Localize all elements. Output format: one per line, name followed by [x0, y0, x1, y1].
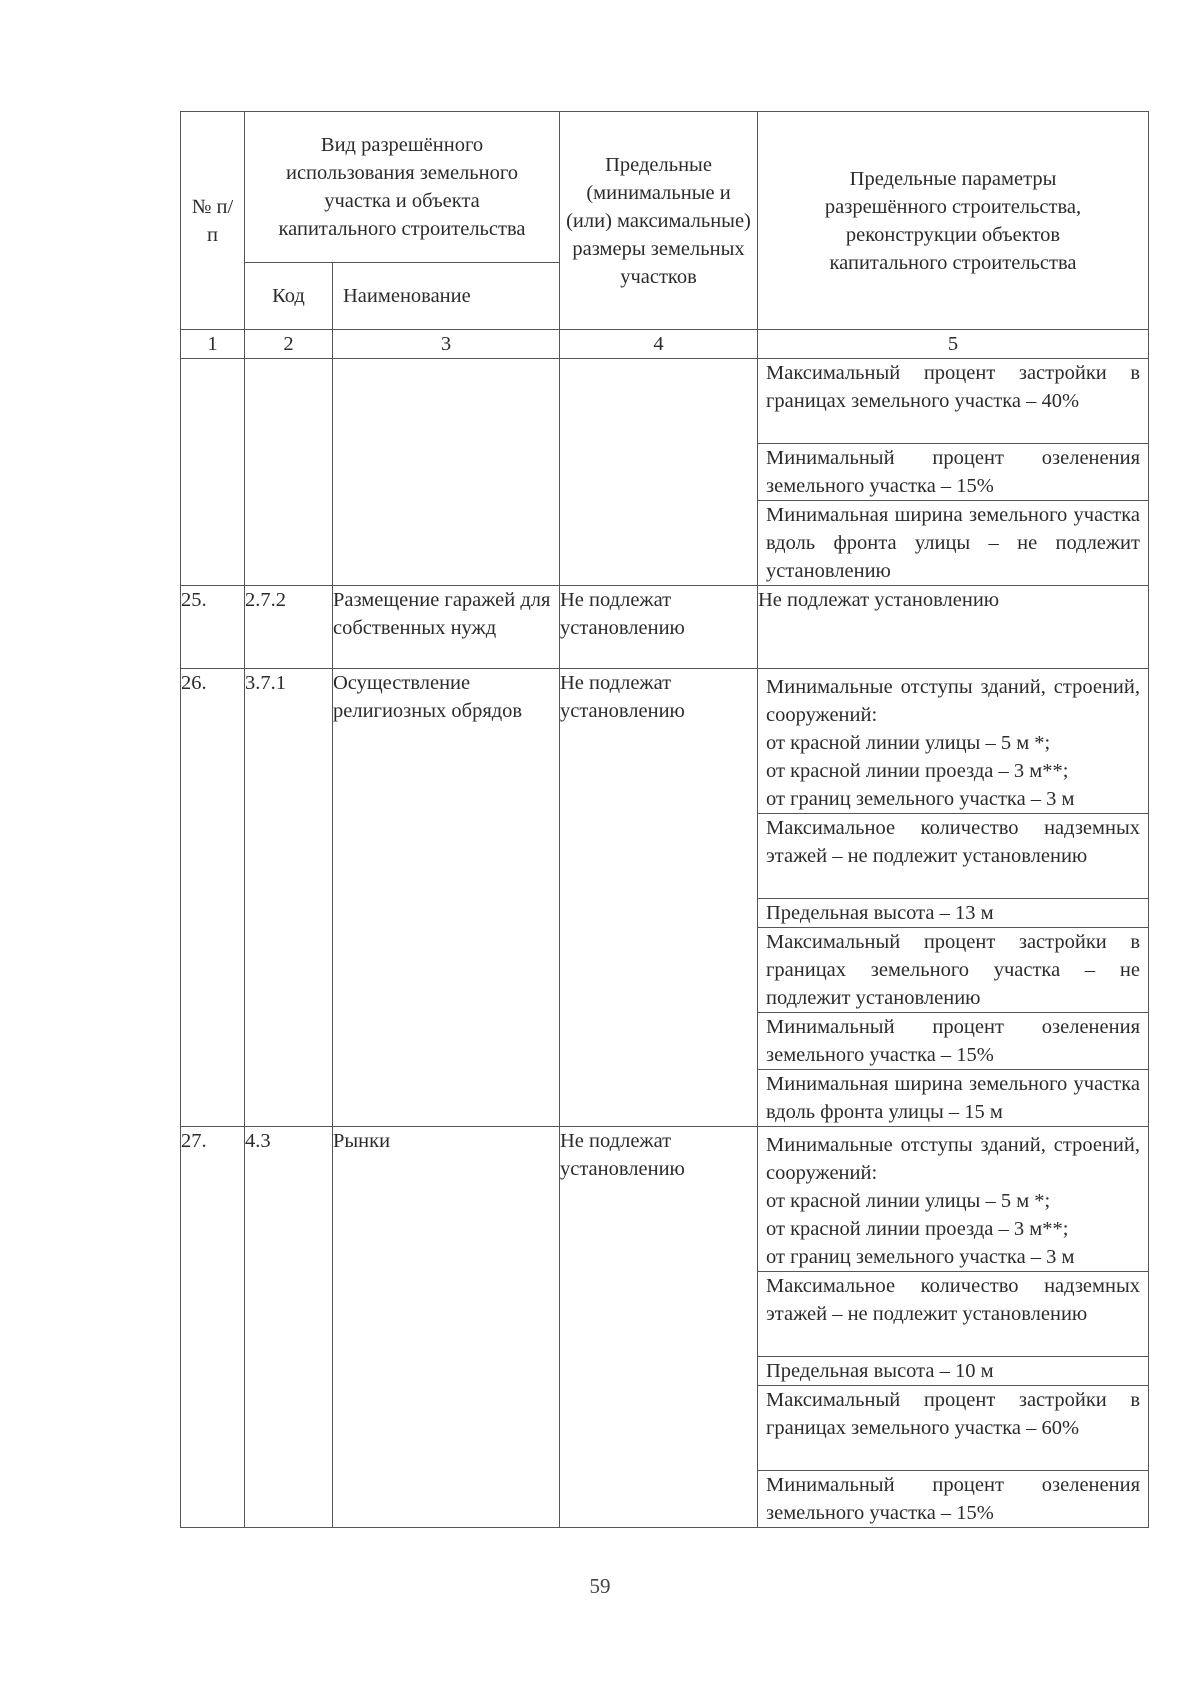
param-line: от красной линии улицы – 5 м *; — [766, 732, 1051, 754]
table-row — [181, 669, 1149, 1127]
param-item: Максимальный процент застройки в границах земельного участка – 60% — [758, 1386, 1148, 1471]
empty-cell — [181, 359, 245, 586]
param-line: Минимальные отступы зданий, строений, сооружений: — [766, 676, 1140, 726]
param-line: от границ земельного участка – 3 м — [766, 1246, 1075, 1268]
table-row — [181, 1127, 1149, 1528]
param-item: Минимальная ширина земельного участка вдоль фронта улицы – не подлежит установлению — [766, 504, 1140, 582]
param-line: от границ земельного участка – 3 м — [766, 788, 1075, 810]
header-params: Предельные параметры разрешённого строительства, реконструкции объектов капитального строительства — [758, 112, 1149, 330]
param-line: от красной линии проезда – 3 м**; — [766, 760, 1069, 782]
row-number: 26. — [181, 669, 245, 1127]
row-name: Размещение гаражей для собственных нужд — [333, 586, 560, 669]
empty-cell — [333, 359, 560, 586]
header-no: № п/п — [181, 112, 245, 330]
param-item: Максимальное количество надземных этажей – не подлежит установлению — [758, 1272, 1148, 1357]
row-sizes: Не подлежат установлению — [560, 669, 758, 1127]
param-item: Минимальная ширина земельного участка вдоль фронта улицы – 15 м — [766, 1073, 1140, 1123]
land-use-table — [180, 111, 1149, 1528]
row-name: Осуществление религиозных обрядов — [333, 669, 560, 1127]
column-number: 5 — [758, 330, 1149, 359]
param-item — [758, 669, 1148, 814]
param-item: Предельная высота – 13 м — [758, 899, 1148, 928]
row-name: Рынки — [333, 1127, 560, 1528]
header-vid: Вид разрешённого использования земельного участка и объекта капитального строительства — [245, 112, 560, 263]
param-line: от красной линии улицы – 5 м *; — [766, 1190, 1051, 1212]
param-item: Предельная высота – 10 м — [758, 1357, 1148, 1386]
column-number: 2 — [245, 330, 333, 359]
empty-cell — [560, 359, 758, 586]
header-name: Наименование — [333, 263, 560, 330]
row-code: 3.7.1 — [245, 669, 333, 1127]
row-param: Не подлежат установлению — [758, 586, 1149, 669]
param-item: Максимальное количество надземных этажей – не подлежит установлению — [758, 814, 1148, 899]
row-sizes: Не подлежат установлению — [560, 1127, 758, 1528]
row-sizes: Не подлежат установлению — [560, 586, 758, 669]
row-number: 27. — [181, 1127, 245, 1528]
table-header-row — [181, 112, 1149, 263]
param-item: Минимальный процент озеленения земельного участка – 15% — [766, 1474, 1140, 1524]
column-number: 4 — [560, 330, 758, 359]
row-code: 2.7.2 — [245, 586, 333, 669]
param-line: от красной линии проезда – 3 м**; — [766, 1218, 1069, 1240]
param-item: Минимальный процент озеленения земельного участка – 15% — [758, 1013, 1148, 1070]
param-item: Максимальный процент застройки в границах земельного участка – не подлежит установлению — [758, 928, 1148, 1013]
header-code: Код — [245, 263, 333, 330]
column-number: 1 — [181, 330, 245, 359]
param-item: Максимальный процент застройки в границах земельного участка – 40% — [758, 359, 1148, 444]
params-cell — [758, 1127, 1149, 1528]
table-row — [181, 586, 1149, 669]
params-cell — [758, 669, 1149, 1127]
table-row-continuation — [181, 359, 1149, 586]
param-item — [758, 1127, 1148, 1272]
page-number: 59 — [589, 1574, 611, 1598]
row-code: 4.3 — [245, 1127, 333, 1528]
column-number-row — [181, 330, 1149, 359]
empty-cell — [245, 359, 333, 586]
params-cell — [758, 359, 1149, 586]
param-line: Минимальные отступы зданий, строений, сооружений: — [766, 1134, 1140, 1184]
header-sizes: Предельные (минимальные и (или) максимальные) размеры земельных участков — [560, 112, 758, 330]
row-number: 25. — [181, 586, 245, 669]
column-number: 3 — [333, 330, 560, 359]
param-item: Минимальный процент озеленения земельного участка – 15% — [758, 444, 1148, 501]
